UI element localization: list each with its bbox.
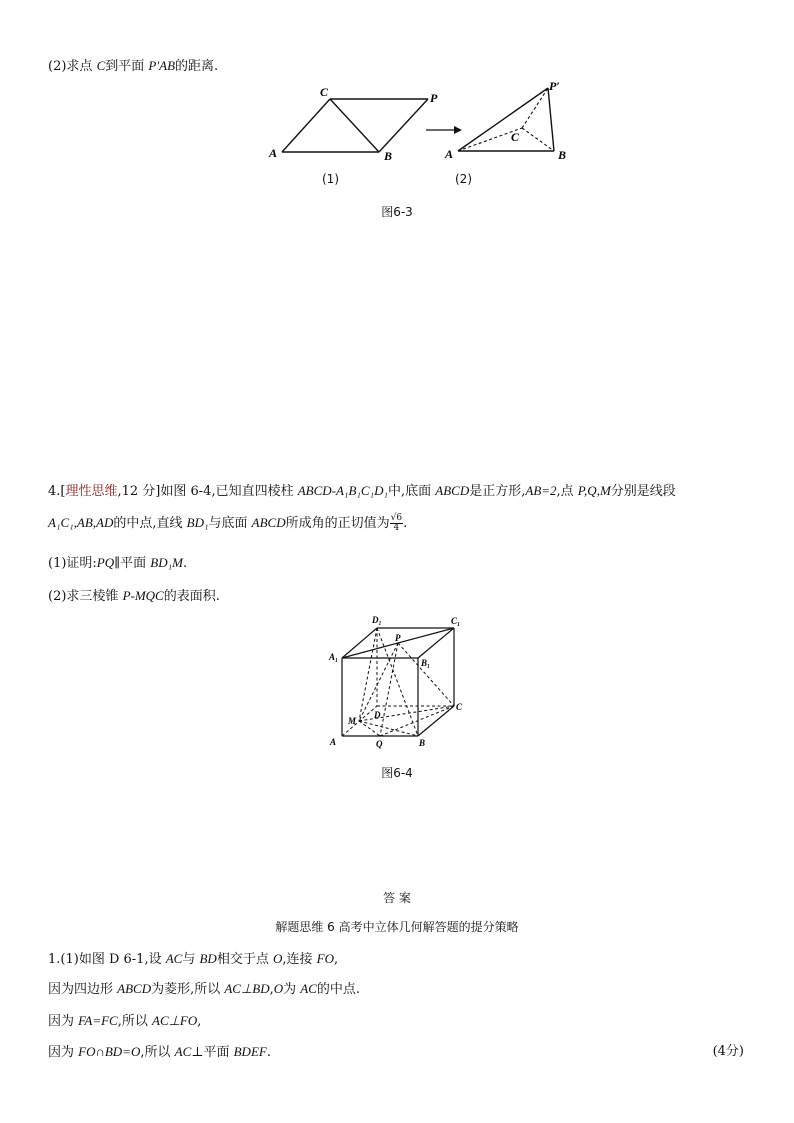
label-c: C	[511, 130, 520, 144]
text: 的中点.	[316, 982, 361, 997]
text: 分别是线段	[610, 484, 676, 499]
math: BD	[199, 951, 217, 966]
math: AC	[174, 1044, 192, 1059]
label-c: C	[320, 85, 329, 99]
text: 的表面积.	[163, 589, 220, 604]
figure-6-3-part2	[442, 78, 582, 164]
text: ,所以	[117, 1014, 152, 1029]
q4-part2-line	[48, 587, 220, 606]
math-ab: AB=2	[525, 483, 557, 498]
answer-line4	[48, 1043, 271, 1062]
q4-line1	[48, 482, 676, 501]
math-point: C	[96, 58, 106, 73]
figure-caption-6-3: 图6-3	[381, 205, 413, 219]
text: 为菱形,所以	[151, 982, 225, 997]
figure-6-4	[322, 608, 472, 750]
label-a1: A₁	[329, 652, 339, 662]
fraction-denominator: 4	[393, 523, 400, 533]
text: ,所以	[140, 1045, 175, 1060]
seg-mq	[359, 721, 380, 736]
math: ABCD	[117, 981, 152, 996]
math: FO	[316, 951, 334, 966]
answers-subheading: 解题思维 6 高考中立体几何解答题的提分策略	[275, 920, 519, 934]
answer-line3	[48, 1012, 201, 1031]
fig-caption-1: (1)	[322, 172, 339, 186]
edge-cp	[522, 88, 548, 128]
text: ∥平面	[114, 556, 151, 571]
text: 与底面	[208, 516, 252, 531]
q3-part2-line	[48, 57, 218, 76]
label-a: A	[269, 146, 278, 160]
label-a: A	[330, 737, 337, 747]
math: AC⊥BD	[224, 981, 270, 996]
math: FA=FC	[78, 1013, 118, 1028]
text: .	[266, 1045, 271, 1060]
edge-cb	[522, 128, 554, 151]
math-segments: A₁C₁,AB,AD	[48, 515, 114, 530]
label-b: B	[558, 148, 567, 162]
edge-ap	[458, 88, 548, 151]
text: .	[182, 556, 188, 571]
text: ,12 分]如图 6-4,已知直四棱柱	[117, 484, 298, 499]
label-d1: D₁	[372, 615, 382, 625]
seg-d1m	[359, 628, 377, 721]
math: AC	[300, 981, 317, 996]
text: ,连接	[282, 952, 317, 967]
text: 因为	[48, 1045, 79, 1060]
edge-pb	[548, 88, 554, 151]
text: ,点	[556, 484, 578, 499]
text: 与	[182, 952, 200, 967]
text: ⊥平面	[191, 1045, 234, 1060]
text: 因为	[48, 1014, 79, 1029]
math-line: BD₁	[186, 515, 209, 530]
text: 的中点,直线	[113, 516, 187, 531]
figure-caption-6-4: 图6-4	[381, 766, 413, 780]
q4-line2	[48, 514, 407, 533]
edge-pb	[379, 99, 428, 152]
text: ,	[269, 982, 274, 997]
text: ,	[197, 1014, 202, 1029]
math-base: ABCD	[251, 515, 286, 530]
math: O	[273, 981, 284, 996]
label-b: B	[384, 149, 393, 162]
edge-bc	[418, 706, 454, 736]
math-solid: P-MQC	[122, 588, 164, 603]
math: O	[272, 951, 283, 966]
math-points: P,Q,M	[577, 483, 611, 498]
answers-heading: 答 案	[383, 891, 411, 905]
label-q: Q	[376, 739, 383, 749]
category-tag: 理性思维	[65, 484, 118, 499]
math-base: ABCD	[435, 483, 470, 498]
text: .	[403, 516, 408, 531]
label-p: P	[395, 633, 401, 643]
seg-pq	[380, 643, 398, 736]
score-note: (4分)	[712, 1044, 744, 1059]
text: 的距离.	[175, 59, 219, 74]
answer-line2	[48, 980, 360, 999]
math-line: PQ	[96, 555, 115, 570]
edge-ac	[282, 99, 330, 152]
math-plane: BD₁M	[150, 555, 183, 570]
label-c1: C₁	[451, 616, 461, 626]
math: FO∩BD=O	[78, 1044, 141, 1059]
math: BDEF	[233, 1044, 267, 1059]
text: 因为四边形	[48, 982, 118, 997]
label-m: M	[348, 716, 357, 726]
text: (2)求点	[48, 59, 97, 74]
math: AC⊥FO	[152, 1013, 198, 1028]
question-number: 4.	[48, 484, 61, 499]
fig-caption-2: (2)	[455, 172, 472, 186]
label-p: P	[430, 91, 438, 105]
text: 相交于点	[216, 952, 273, 967]
label-d: D	[374, 710, 381, 720]
fraction-numerator: √6	[390, 513, 403, 523]
edge-cb	[330, 99, 379, 152]
label-p-prime: P′	[549, 79, 560, 93]
text: (1)证明:	[48, 556, 97, 571]
label-c: C	[456, 702, 463, 712]
text: (2)求三棱锥	[48, 589, 123, 604]
text: 是正方形,	[469, 484, 526, 499]
seg-pc	[398, 643, 454, 706]
text: 中,底面	[388, 484, 436, 499]
seg-mb	[359, 721, 418, 736]
math: AC	[165, 951, 183, 966]
label-b1: B₁	[421, 658, 431, 668]
text: 1.(1)如图 D 6-1,设	[48, 952, 166, 967]
seg-qc	[380, 706, 454, 736]
text: ,	[333, 952, 339, 967]
text: 为	[283, 982, 301, 997]
math-plane: P′AB	[148, 58, 176, 73]
label-a: A	[445, 147, 454, 161]
fraction	[390, 514, 403, 533]
answer-line1	[48, 950, 338, 969]
label-b: B	[419, 738, 426, 748]
figure-6-3-part1	[262, 82, 447, 162]
text: 到平面	[105, 59, 149, 74]
text: 所成角的正切值为	[285, 516, 390, 531]
math-prism: ABCD-A₁B₁C₁D₁	[297, 483, 389, 498]
q4-part1-line	[48, 554, 187, 573]
text: [	[60, 484, 66, 499]
